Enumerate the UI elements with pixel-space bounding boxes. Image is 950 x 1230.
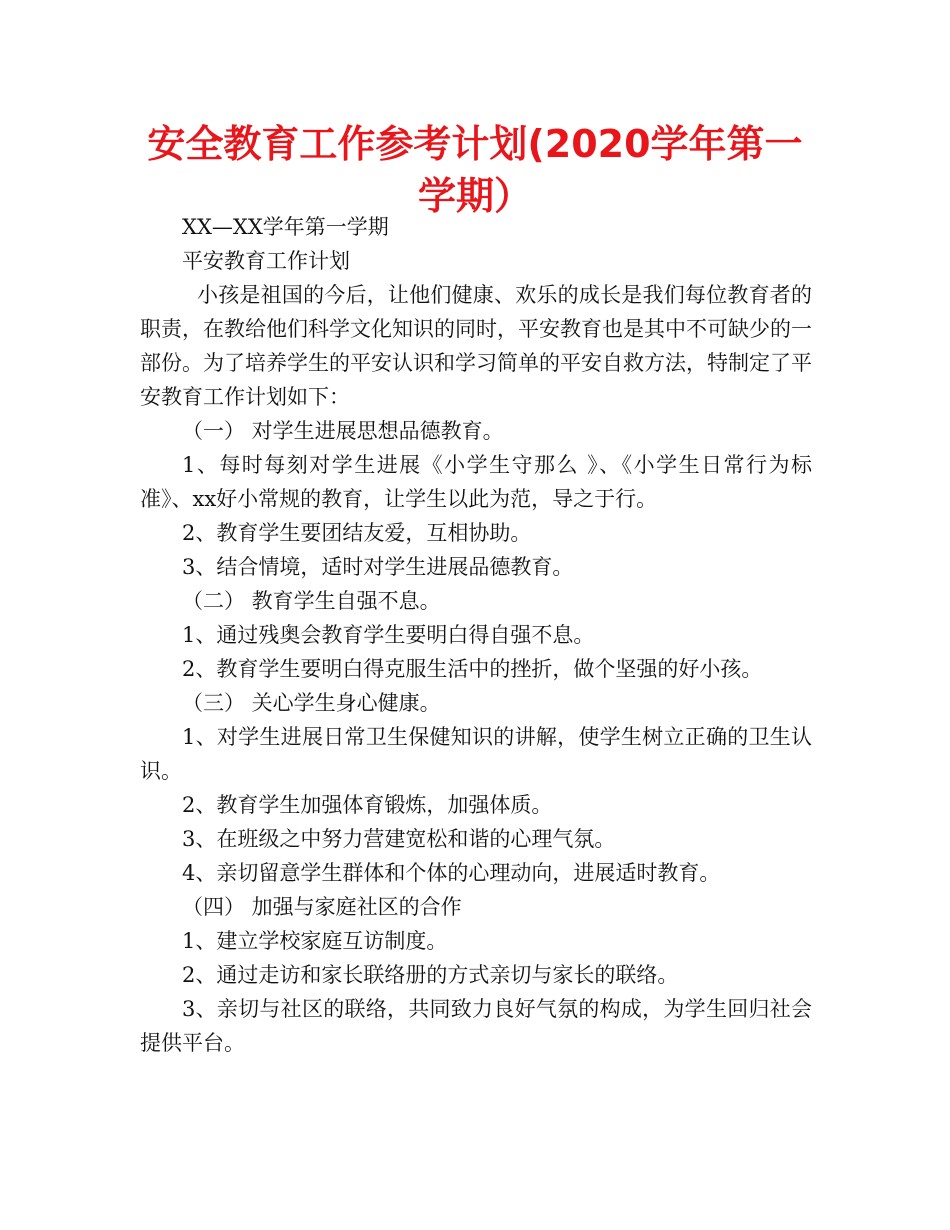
list-item: 2、通过走访和家长联络册的方式亲切与家长的联络。	[182, 963, 679, 987]
list-item: 1、对学生进展日常卫生保健知识的讲解，使学生树立正确的卫生认识。	[140, 725, 812, 783]
list-item: 3、亲切与社区的联络，共同致力良好气氛的构成，为学生回归社会提供平台。	[140, 997, 812, 1055]
section-heading-2: （二） 教育学生自强不息。	[182, 589, 441, 613]
section-heading-4: （四） 加强与家庭社区的合作	[182, 895, 462, 919]
section-heading-1: （一） 对学生进展思想品德教育。	[182, 419, 504, 443]
list-item: 3、结合情境，适时对学生进展品德教育。	[182, 555, 574, 579]
list-item: 4、亲切留意学生群体和个体的心理动向，进展适时教育。	[182, 861, 721, 885]
list-item: 1、建立学校家庭互访制度。	[182, 929, 448, 953]
document-body	[140, 210, 812, 1060]
paragraph-semester: XX—XX学年第一学期	[182, 215, 389, 239]
paragraph-plan-title: 平安教育工作计划	[182, 249, 350, 273]
list-item: 2、教育学生要明白得克服生活中的挫折，做个坚强的好小孩。	[182, 657, 763, 681]
section-heading-3: （三） 关心学生身心健康。	[182, 691, 441, 715]
list-item: 2、教育学生要团结友爱，互相协助。	[182, 521, 532, 545]
document-title: 安全教育工作参考计划(2020学年第一学期）	[147, 122, 803, 218]
paragraph-intro: 小孩是祖国的今后，让他们健康、欢乐的成长是我们每位教育者的职责，在教给他们科学文化知识的同时，平安教育也是其中不可缺少的一部份。为了培养学生的平安认识和学习简单的平安自救方法，特制定了平安教育工作计划如下：	[140, 283, 812, 409]
list-item: 1、每时每刻对学生进展《小学生守那么 》、《小学生日常行为标准》、xx好小常规的教育，让学生以此为范，导之于行。	[140, 453, 812, 511]
list-item: 2、教育学生加强体育锻炼，加强体质。	[182, 793, 553, 817]
list-item: 3、在班级之中努力营建宽松和谐的心理气氛。	[182, 827, 616, 851]
list-item: 1、通过残奥会教育学生要明白得自强不息。	[182, 623, 595, 647]
